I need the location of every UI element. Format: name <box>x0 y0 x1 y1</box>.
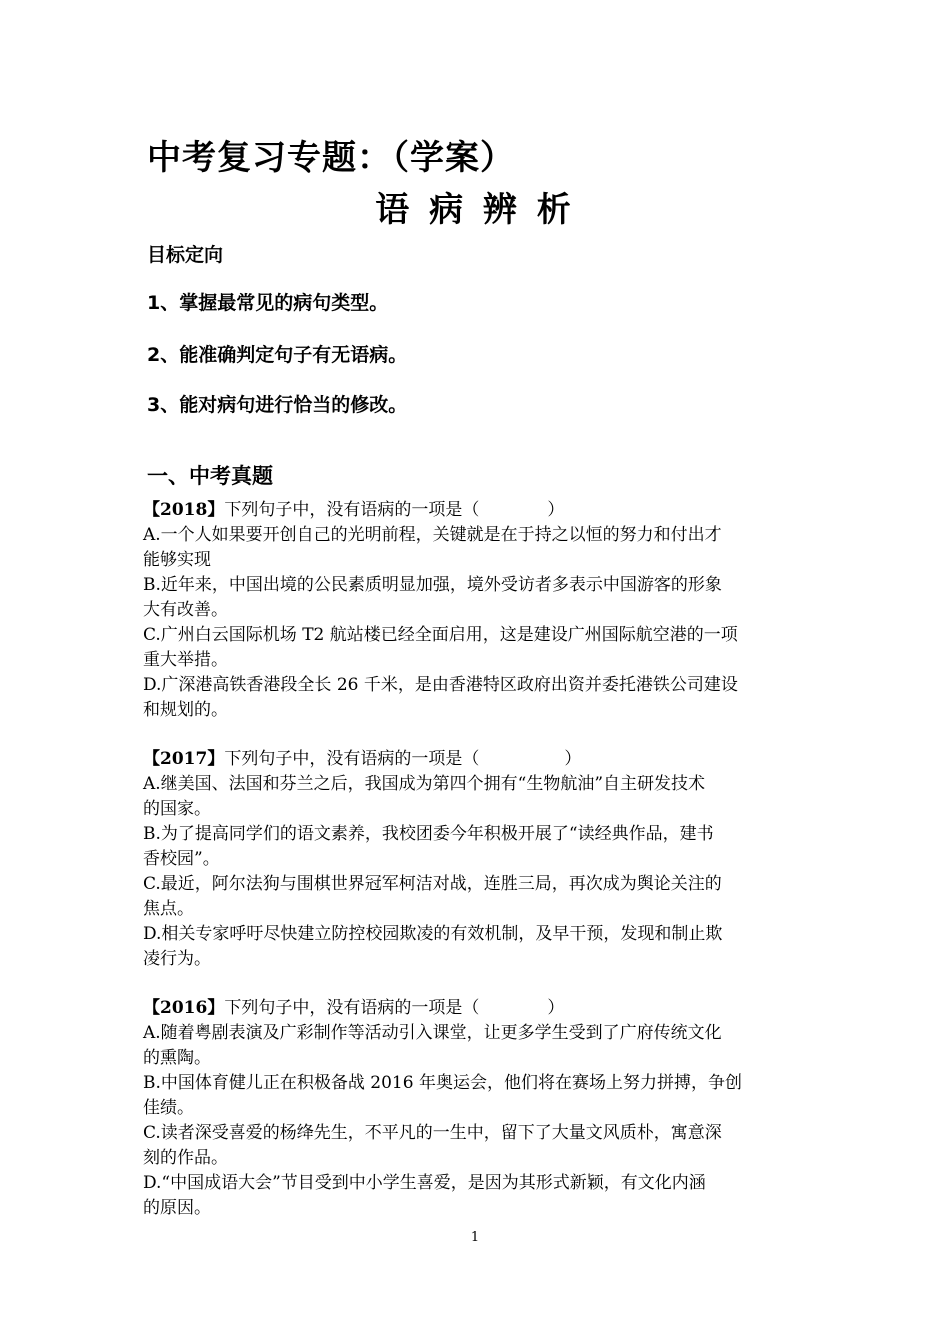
question-line: A.随着粤剧表演及广彩制作等活动引入课堂，让更多学生受到了广府传统文化 <box>143 1023 722 1043</box>
question-line: D.广深港高铁香港段全长 26 千米，是由香港特区政府出资并委托港铁公司建设 <box>143 675 738 695</box>
question-year: 【2018】 <box>143 500 225 520</box>
question-line: 的国家。 <box>143 799 211 819</box>
question-line: B.中国体育健儿正在积极备战 2016 年奥运会，他们将在赛场上努力拼搏，争创 <box>143 1073 742 1093</box>
question-stem <box>143 747 813 772</box>
question-stem <box>143 996 813 1021</box>
question-line: 刻的作品。 <box>143 1148 228 1168</box>
goal-item-2: 2、能准确判定句子有无语病。 <box>147 344 408 366</box>
question-line: 重大举措。 <box>143 650 228 670</box>
question-line: 凌行为。 <box>143 949 211 969</box>
question-line: D.相关专家呼吁尽快建立防控校园欺凌的有效机制，及早干预，发现和制止欺 <box>143 924 723 944</box>
question-line: C.读者深受喜爱的杨绛先生，不平凡的一生中，留下了大量文风质朴，寓意深 <box>143 1123 722 1143</box>
question-line: 的原因。 <box>143 1198 211 1218</box>
question-line: 的熏陶。 <box>143 1048 211 1068</box>
goal-item-1: 1、掌握最常见的病句类型。 <box>147 292 389 314</box>
goals-heading: 目标定向 <box>147 244 224 266</box>
question-line: 佳绩。 <box>143 1098 194 1118</box>
question-line: B.为了提高同学们的语文素养，我校团委今年积极开展了“读经典作品，建书 <box>143 824 714 844</box>
question-line: 焦点。 <box>143 899 194 919</box>
question-year: 【2017】 <box>143 749 225 769</box>
question-2018 <box>143 498 813 723</box>
question-text: 下列句子中，没有语病的一项是（ ） <box>224 998 565 1018</box>
question-2016 <box>143 996 813 1221</box>
page-subtitle: 语 病 辨 析 <box>375 190 575 230</box>
question-text: 下列句子中，没有语病的一项是（ ） <box>224 749 582 769</box>
question-line: 香校园”。 <box>143 849 220 869</box>
question-line: A.继美国、法国和芬兰之后，我国成为第四个拥有“生物航油”自主研发技术 <box>143 774 706 794</box>
question-stem <box>143 498 813 523</box>
question-line: A.一个人如果要开创自己的光明前程，关键就是在于持之以恒的努力和付出才 <box>143 525 722 545</box>
question-line: C.最近，阿尔法狗与围棋世界冠军柯洁对战，连胜三局，再次成为舆论关注的 <box>143 874 722 894</box>
question-2017 <box>143 747 813 972</box>
question-line: 大有改善。 <box>143 600 228 620</box>
question-text: 下列句子中，没有语病的一项是（ ） <box>224 500 565 520</box>
page-number: 1 <box>470 1230 480 1245</box>
page-title: 中考复习专题：（学案） <box>147 138 515 178</box>
question-line: B.近年来，中国出境的公民素质明显加强，境外受访者多表示中国游客的形象 <box>143 575 722 595</box>
question-line: 和规划的。 <box>143 700 228 720</box>
goal-item-3: 3、能对病句进行恰当的修改。 <box>147 394 408 416</box>
question-line: D.“中国成语大会”节目受到中小学生喜爱，是因为其形式新颖，有文化内涵 <box>143 1173 706 1193</box>
question-line: C.广州白云国际机场 T2 航站楼已经全面启用，这是建设广州国际航空港的一项 <box>143 625 738 645</box>
section-heading: 一、中考真题 <box>147 464 273 488</box>
question-year: 【2016】 <box>143 998 225 1018</box>
question-line: 能够实现 <box>143 550 211 570</box>
